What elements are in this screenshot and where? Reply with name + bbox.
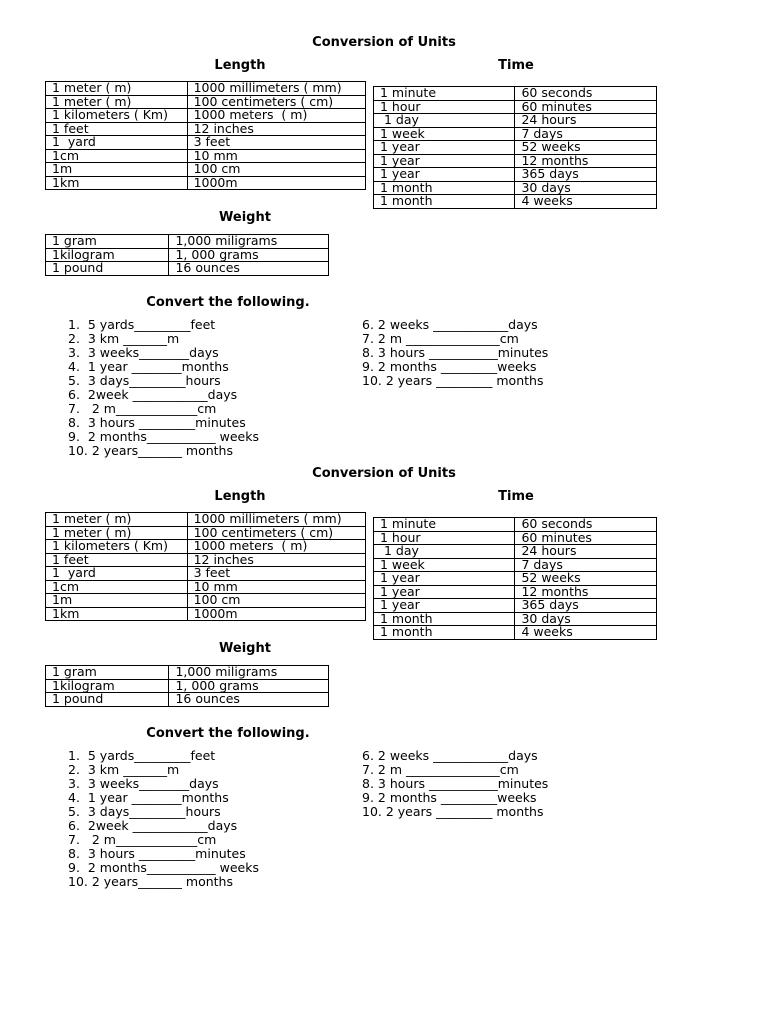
list-item: 9. 2 months _________weeks <box>362 790 537 805</box>
convert-heading: Convert the following. <box>146 295 310 310</box>
list-item: 6. 2week ____________days <box>68 818 238 833</box>
list-item: 5. 3 days_________hours <box>68 804 221 819</box>
exercise-list-right <box>362 749 548 819</box>
list-item: 5. 3 days_________hours <box>68 373 221 388</box>
table-row: 1 yard 3 feet <box>46 567 366 581</box>
time-heading: Time <box>498 489 534 504</box>
time-heading: Time <box>498 58 534 73</box>
list-item: 10. 2 years _________ months <box>362 373 544 388</box>
table-row: 1 pound 16 ounces <box>46 693 329 707</box>
weight-table <box>45 234 329 276</box>
worksheet-copy-2 <box>0 431 768 901</box>
list-item: 4. 1 year ________months <box>68 790 229 805</box>
list-item: 7. 2 m_____________cm <box>68 832 217 847</box>
weight-heading: Weight <box>219 641 271 656</box>
page-title: Conversion of Units <box>312 466 456 481</box>
length-table <box>45 512 366 621</box>
table-row: 1 minute 60 seconds <box>374 518 657 532</box>
table-row: 1 meter ( m) 100 centimeters ( cm) <box>46 95 366 109</box>
worksheet-copy-1 <box>0 0 768 470</box>
table-row: 1kilogram 1, 000 grams <box>46 679 329 693</box>
list-item: 6. 2 weeks ____________days <box>362 317 538 332</box>
table-row: 1km 1000m <box>46 176 366 190</box>
table-row: 1 gram 1,000 miligrams <box>46 235 329 249</box>
list-item: 1. 5 yards_________feet <box>68 748 216 763</box>
list-item: 3. 3 weeks________days <box>68 776 219 791</box>
table-row: 1 day 24 hours <box>374 545 657 559</box>
table-row: 1m 100 cm <box>46 163 366 177</box>
convert-heading: Convert the following. <box>146 726 310 741</box>
table-row: 1 meter ( m) 100 centimeters ( cm) <box>46 526 366 540</box>
table-row: 1 year 52 weeks <box>374 141 657 155</box>
list-item: 6. 2week ____________days <box>68 387 238 402</box>
length-heading: Length <box>214 489 266 504</box>
list-item: 9. 2 months___________ weeks <box>68 860 259 875</box>
page-title: Conversion of Units <box>312 35 456 50</box>
exercise-list-left <box>68 749 259 889</box>
length-table <box>45 81 366 190</box>
list-item: 8. 3 hours ___________minutes <box>362 345 549 360</box>
table-row: 1 year 365 days <box>374 168 657 182</box>
list-item: 4. 1 year ________months <box>68 359 229 374</box>
table-row: 1 week 7 days <box>374 127 657 141</box>
table-row: 1 gram 1,000 miligrams <box>46 666 329 680</box>
table-row: 1 meter ( m) 1000 millimeters ( mm) <box>46 513 366 527</box>
list-item: 8. 3 hours _________minutes <box>68 846 246 861</box>
table-row: 1 hour 60 minutes <box>374 531 657 545</box>
table-row: 1 kilometers ( Km) 1000 meters ( m) <box>46 540 366 554</box>
weight-heading: Weight <box>219 210 271 225</box>
table-row: 1 year 52 weeks <box>374 572 657 586</box>
list-item: 7. 2 m _______________cm <box>362 331 519 346</box>
time-table <box>373 517 657 640</box>
exercise-list-right <box>362 318 548 388</box>
time-table <box>373 86 657 209</box>
list-item: 10. 2 years_______ months <box>68 874 233 889</box>
list-item: 7. 2 m_____________cm <box>68 401 217 416</box>
table-row: 1cm 10 mm <box>46 580 366 594</box>
table-row: 1 minute 60 seconds <box>374 87 657 101</box>
table-row: 1 year 12 months <box>374 154 657 168</box>
table-row: 1 meter ( m) 1000 millimeters ( mm) <box>46 82 366 96</box>
table-row: 1kilogram 1, 000 grams <box>46 248 329 262</box>
table-row: 1 hour 60 minutes <box>374 100 657 114</box>
table-row: 1 year 12 months <box>374 585 657 599</box>
list-item: 9. 2 months _________weeks <box>362 359 537 374</box>
list-item: 6. 2 weeks ____________days <box>362 748 538 763</box>
table-row: 1 month 30 days <box>374 612 657 626</box>
list-item: 3. 3 weeks________days <box>68 345 219 360</box>
list-item: 8. 3 hours _________minutes <box>68 415 246 430</box>
list-item: 10. 2 years_______ months <box>68 443 233 458</box>
table-row: 1 kilometers ( Km) 1000 meters ( m) <box>46 109 366 123</box>
weight-table <box>45 665 329 707</box>
table-row: 1cm 10 mm <box>46 149 366 163</box>
table-row: 1 year 365 days <box>374 599 657 613</box>
list-item: 7. 2 m _______________cm <box>362 762 519 777</box>
table-row: 1 feet 12 inches <box>46 553 366 567</box>
table-row: 1 pound 16 ounces <box>46 262 329 276</box>
table-row: 1m 100 cm <box>46 594 366 608</box>
table-row: 1 feet 12 inches <box>46 122 366 136</box>
list-item: 10. 2 years _________ months <box>362 804 544 819</box>
table-row: 1 month 30 days <box>374 181 657 195</box>
table-row: 1 day 24 hours <box>374 114 657 128</box>
length-heading: Length <box>214 58 266 73</box>
table-row: 1 month 4 weeks <box>374 626 657 640</box>
list-item: 9. 2 months___________ weeks <box>68 429 259 444</box>
list-item: 2. 3 km _______m <box>68 331 180 346</box>
table-row: 1 yard 3 feet <box>46 136 366 150</box>
list-item: 2. 3 km _______m <box>68 762 180 777</box>
table-row: 1 month 4 weeks <box>374 195 657 209</box>
table-row: 1 week 7 days <box>374 558 657 572</box>
table-row: 1km 1000m <box>46 607 366 621</box>
list-item: 8. 3 hours ___________minutes <box>362 776 549 791</box>
list-item: 1. 5 yards_________feet <box>68 317 216 332</box>
